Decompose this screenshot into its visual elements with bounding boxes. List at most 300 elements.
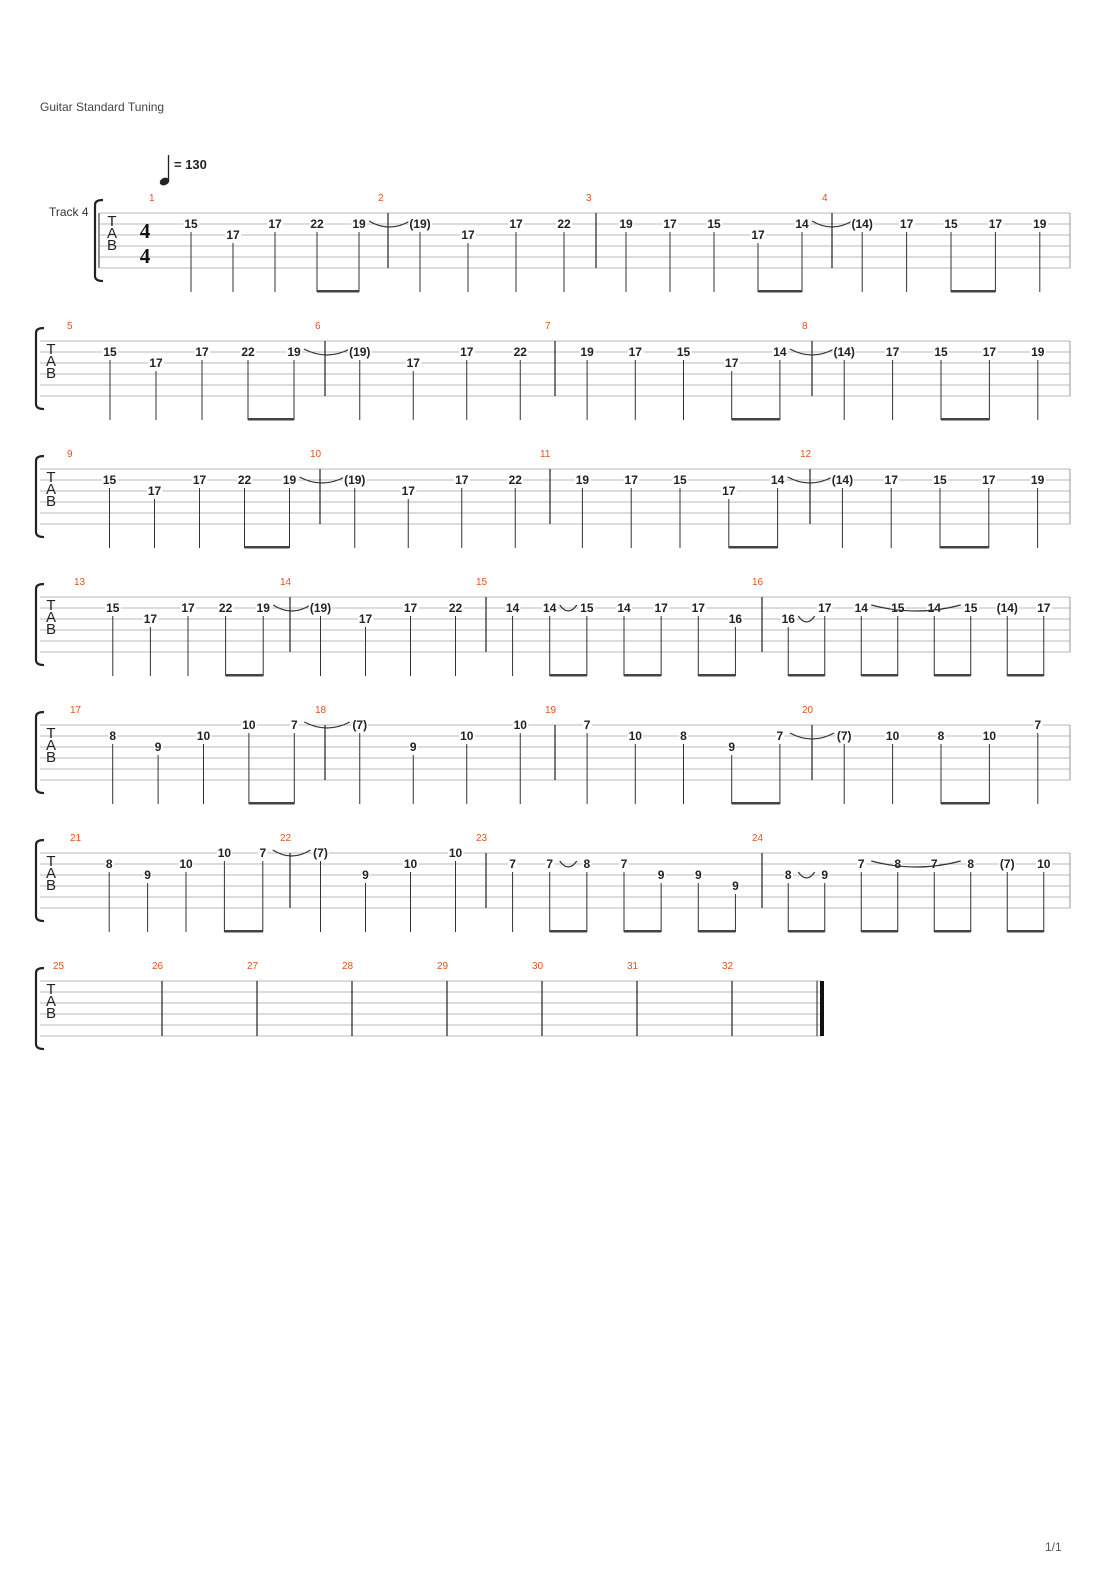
system-bracket <box>36 584 44 665</box>
eighth-beam <box>248 418 294 421</box>
tab-note <box>817 601 833 676</box>
fret-number: 7 <box>259 846 267 860</box>
tab-note <box>890 601 906 676</box>
tab-note <box>542 601 558 676</box>
tab-note <box>706 217 722 292</box>
fret-number: 17 <box>818 601 832 615</box>
fret-number: 15 <box>891 601 905 615</box>
fret-number: 17 <box>1037 601 1051 615</box>
tab-note <box>937 729 946 804</box>
fret-number: 8 <box>680 729 687 743</box>
measure-number: 19 <box>545 705 557 716</box>
tab-note <box>776 729 785 804</box>
fret-number: 15 <box>933 473 947 487</box>
measure-number: 17 <box>70 705 82 716</box>
tab-note <box>143 868 152 932</box>
tab-note <box>282 473 298 548</box>
tab-note <box>105 601 121 676</box>
tab-note <box>996 601 1019 676</box>
eighth-beam <box>788 930 825 933</box>
fret-number: (14) <box>996 601 1018 615</box>
tab-note <box>927 601 943 676</box>
measure-number: 20 <box>802 705 814 716</box>
tab-clef-letter: B <box>45 365 57 382</box>
tab-note <box>237 473 253 548</box>
tab-system <box>36 705 1070 805</box>
tab-note <box>454 473 470 548</box>
tab-note <box>148 356 164 420</box>
fret-number: 9 <box>732 879 739 893</box>
tab-clef-letter: B <box>45 1005 57 1022</box>
fret-number: 15 <box>964 601 978 615</box>
fret-number: 22 <box>448 601 463 615</box>
fret-number: 16 <box>781 612 795 626</box>
tab-note <box>508 217 524 292</box>
fret-number: 17 <box>143 612 158 626</box>
tab-note <box>628 345 644 420</box>
fret-number: (19) <box>409 217 431 231</box>
tab-system <box>95 193 1070 293</box>
tab-clef-letter: T <box>46 597 56 614</box>
tab-clef-letter: T <box>46 725 56 742</box>
fret-number: (19) <box>309 601 332 615</box>
tab-clef-letter: B <box>45 749 57 766</box>
fret-number: 10 <box>196 729 211 743</box>
tab-clef-letter: A <box>45 737 57 754</box>
fret-number: 19 <box>580 345 594 359</box>
system-bracket <box>36 456 44 537</box>
tab-note <box>999 857 1016 932</box>
measure-number: 18 <box>315 705 327 716</box>
tab-clef-letter: T <box>46 341 56 358</box>
fret-number: 19 <box>287 345 301 359</box>
tab-note <box>943 217 959 292</box>
eighth-beam <box>624 674 661 677</box>
tab-note <box>348 345 371 420</box>
tab-note <box>403 857 419 932</box>
fret-number: 8 <box>784 868 792 882</box>
fret-number: (7) <box>352 718 368 732</box>
tab-note <box>102 345 118 420</box>
eighth-beam <box>698 674 735 677</box>
tab-note <box>930 857 939 932</box>
fret-number: 17 <box>628 345 642 359</box>
tab-note <box>343 473 366 548</box>
fret-number: 17 <box>624 473 638 487</box>
fret-number: 7 <box>1034 718 1042 732</box>
fret-number: 10 <box>982 729 997 743</box>
tab-note <box>583 857 592 932</box>
fret-number: 9 <box>821 868 829 882</box>
fret-number: 19 <box>1031 345 1045 359</box>
fret-number: 14 <box>773 345 787 359</box>
measure-number: 27 <box>247 961 259 972</box>
tab-note <box>724 356 740 420</box>
tab-clef-letter: T <box>46 853 56 870</box>
tab-system <box>36 833 1070 933</box>
measure-number: 28 <box>342 961 354 972</box>
track-name: Track 4 <box>49 205 89 219</box>
tab-note <box>831 473 854 548</box>
eighth-beam <box>940 546 989 549</box>
tab-note <box>885 345 901 420</box>
eighth-beam <box>951 290 995 293</box>
eighth-beam <box>934 674 971 677</box>
tab-note <box>579 601 595 676</box>
tab-note <box>218 601 234 676</box>
time-signature-numerator: 4 <box>139 219 151 243</box>
eighth-beam <box>758 290 802 293</box>
eighth-beam <box>788 674 825 677</box>
tab-note <box>401 484 417 548</box>
eighth-beam <box>245 546 290 549</box>
fret-number: 7 <box>583 718 591 732</box>
measure-number: 26 <box>152 961 164 972</box>
fret-number: 17 <box>455 473 469 487</box>
fret-number: 17 <box>149 356 163 370</box>
eighth-beam <box>226 674 264 677</box>
measure-number: 6 <box>315 321 321 332</box>
tab-note <box>513 718 529 804</box>
tab-note <box>851 217 874 292</box>
tab-note <box>217 846 233 932</box>
eighth-beam <box>941 418 989 421</box>
tab-note <box>406 356 422 420</box>
tab-note <box>575 473 591 548</box>
page-number: 1/1 <box>1045 1540 1062 1554</box>
tab-clef-letter: A <box>45 353 57 370</box>
tab-note <box>505 601 521 676</box>
fret-number: 10 <box>242 718 256 732</box>
tab-note <box>784 868 793 932</box>
fret-number: 22 <box>218 601 233 615</box>
fret-number: 9 <box>657 868 665 882</box>
tab-note <box>731 879 740 932</box>
tab-note <box>981 473 997 548</box>
fret-number: 17 <box>195 345 209 359</box>
tab-note <box>192 473 208 548</box>
tab-note <box>556 217 572 292</box>
fret-number: 7 <box>290 718 298 732</box>
fret-number: 22 <box>508 473 522 487</box>
measure-number: 31 <box>627 961 639 972</box>
fret-number: 8 <box>109 729 117 743</box>
tab-note <box>312 846 329 932</box>
fret-number: 10 <box>179 857 193 871</box>
measure-number: 3 <box>586 193 592 204</box>
tab-note <box>691 601 707 676</box>
fret-number: 17 <box>226 228 240 242</box>
fret-number: 10 <box>885 729 900 743</box>
tab-note <box>624 473 640 548</box>
tab-note <box>982 345 998 420</box>
fret-number: 8 <box>937 729 945 743</box>
tab-note <box>309 601 332 676</box>
eighth-beam <box>941 802 989 805</box>
tab-note <box>256 601 272 676</box>
tab-note <box>794 217 810 292</box>
fret-number: 22 <box>241 345 255 359</box>
eighth-beam <box>861 930 898 933</box>
fret-number: 17 <box>509 217 523 231</box>
fret-number: (7) <box>999 857 1015 871</box>
tab-note <box>694 868 703 932</box>
tab-note <box>459 345 475 420</box>
fret-number: 17 <box>406 356 420 370</box>
tab-note <box>105 857 114 932</box>
fret-number: 7 <box>930 857 938 871</box>
tab-note <box>628 729 644 804</box>
tab-note <box>750 228 766 292</box>
fret-number: 10 <box>460 729 474 743</box>
fret-number: 10 <box>513 718 527 732</box>
tab-note <box>618 217 634 292</box>
tab-clef-letter: B <box>106 237 118 254</box>
fret-number: 15 <box>673 473 687 487</box>
measure-number: 29 <box>437 961 449 972</box>
tab-note <box>727 740 736 804</box>
tab-note <box>309 217 325 292</box>
tab-clef-letter: T <box>46 981 56 998</box>
fret-number: 10 <box>448 846 463 860</box>
fret-number: 8 <box>894 857 902 871</box>
tab-note <box>460 228 476 292</box>
fret-number: 10 <box>403 857 418 871</box>
tab-note <box>508 473 524 548</box>
eighth-beam <box>1007 930 1044 933</box>
tab-note <box>728 612 744 676</box>
tab-note <box>286 345 302 420</box>
tab-note <box>258 846 267 932</box>
fret-number: 9 <box>362 868 369 882</box>
measure-number: 21 <box>70 833 82 844</box>
tab-note <box>899 217 915 292</box>
fret-number: 17 <box>268 217 282 231</box>
fret-number: (14) <box>831 473 854 487</box>
fret-number: (14) <box>833 345 855 359</box>
tab-note <box>933 345 949 420</box>
measure-number: 25 <box>53 961 65 972</box>
measure-number: 32 <box>722 961 734 972</box>
tab-note <box>982 729 998 804</box>
fret-number: 22 <box>513 345 527 359</box>
fret-number: 17 <box>751 228 765 242</box>
fret-number: 7 <box>509 857 516 871</box>
measure-number: 1 <box>149 193 155 204</box>
tab-note <box>672 473 688 548</box>
fret-number: 16 <box>728 612 743 626</box>
fret-number: 15 <box>102 473 117 487</box>
fret-number: 15 <box>944 217 958 231</box>
fret-number: 17 <box>988 217 1003 231</box>
tab-system <box>36 321 1070 421</box>
fret-number: 14 <box>927 601 941 615</box>
tab-note <box>147 484 163 548</box>
fret-number: (7) <box>836 729 852 743</box>
fret-number: 17 <box>982 473 996 487</box>
fret-number: 14 <box>854 601 868 615</box>
tab-note <box>620 857 629 932</box>
measure-number: 30 <box>532 961 544 972</box>
tab-note <box>657 868 666 932</box>
tab-note <box>1032 217 1048 292</box>
tab-note <box>893 857 902 932</box>
fret-number: 22 <box>557 217 571 231</box>
fret-number: 19 <box>282 473 297 487</box>
tab-note <box>513 345 529 420</box>
fret-number: 7 <box>776 729 784 743</box>
fret-number: 19 <box>1033 217 1047 231</box>
tab-note <box>885 729 901 804</box>
fret-number: 8 <box>583 857 591 871</box>
eighth-beam <box>861 674 898 677</box>
tab-clef-letter: B <box>45 877 57 894</box>
eighth-beam <box>732 418 780 421</box>
tab-note <box>178 857 194 932</box>
fret-number: 14 <box>617 601 631 615</box>
tab-note <box>194 345 210 420</box>
fret-number: 9 <box>728 740 736 754</box>
tab-note <box>143 612 159 676</box>
tab-note <box>448 601 464 676</box>
fret-number: 10 <box>217 846 232 860</box>
fret-number: 9 <box>154 740 162 754</box>
fret-number: 14 <box>795 217 809 231</box>
tab-note <box>183 217 199 292</box>
fret-number: 17 <box>899 217 914 231</box>
eighth-beam <box>550 674 587 677</box>
eighth-beam <box>224 930 262 933</box>
tab-note <box>854 601 870 676</box>
tab-clef-letter: B <box>45 621 57 638</box>
fret-number: 9 <box>409 740 417 754</box>
tab-clef-letter: A <box>106 225 118 242</box>
fret-number: 8 <box>105 857 113 871</box>
system-bracket <box>36 968 44 1049</box>
tab-note <box>662 217 678 292</box>
fret-number: 17 <box>401 484 415 498</box>
tab-note <box>408 217 431 292</box>
fret-number: 9 <box>144 868 151 882</box>
tab-note <box>154 740 163 804</box>
tab-note <box>653 601 669 676</box>
fret-number: 7 <box>546 857 554 871</box>
measure-number: 5 <box>67 321 73 332</box>
fret-number: (7) <box>313 846 328 860</box>
measure-number: 4 <box>822 193 828 204</box>
tempo-value: = 130 <box>174 157 207 172</box>
tab-clef-letter: A <box>45 993 57 1010</box>
tab-note <box>409 740 418 804</box>
fret-number: 17 <box>654 601 668 615</box>
tab-note <box>963 601 979 676</box>
fret-number: 15 <box>707 217 721 231</box>
measure-number: 13 <box>74 577 86 588</box>
fret-number: 17 <box>460 345 474 359</box>
fret-number: 15 <box>103 345 117 359</box>
tab-note <box>403 601 419 676</box>
eighth-beam <box>624 930 661 933</box>
tab-note <box>988 217 1004 292</box>
tab-note <box>508 857 517 932</box>
fret-number: 15 <box>676 345 691 359</box>
fret-number: 19 <box>1030 473 1045 487</box>
fret-number: 19 <box>575 473 590 487</box>
fret-number: 17 <box>358 612 373 626</box>
tab-note <box>932 473 948 548</box>
fret-number: 17 <box>722 484 736 498</box>
tab-note <box>820 868 829 932</box>
tab-note <box>857 857 866 932</box>
system-bracket <box>36 328 44 409</box>
measure-number: 11 <box>540 449 551 460</box>
tab-clef-letter: T <box>46 469 56 486</box>
tab-note <box>781 612 797 676</box>
final-barline-thick <box>820 981 824 1036</box>
tab-note <box>676 345 692 420</box>
tab-note <box>966 857 975 932</box>
tab-note <box>679 729 688 804</box>
tab-note <box>351 217 367 292</box>
tab-note <box>351 718 368 804</box>
fret-number: 17 <box>192 473 207 487</box>
measure-number: 7 <box>545 321 551 332</box>
measure-number: 15 <box>476 577 488 588</box>
tab-note <box>196 729 212 804</box>
tab-note <box>1033 718 1042 804</box>
fret-number: 14 <box>505 601 520 615</box>
fret-number: 10 <box>628 729 642 743</box>
tab-note <box>836 729 853 804</box>
eighth-beam <box>732 802 780 805</box>
fret-number: 7 <box>857 857 865 871</box>
eighth-beam <box>1007 674 1044 677</box>
tab-note <box>884 473 900 548</box>
fret-number: (19) <box>349 345 371 359</box>
tab-system <box>36 577 1070 677</box>
fret-number: 10 <box>1037 857 1051 871</box>
eighth-beam <box>698 930 735 933</box>
fret-number: 15 <box>934 345 948 359</box>
fret-number: 17 <box>884 473 898 487</box>
fret-number: 19 <box>619 217 633 231</box>
tab-note <box>290 718 299 804</box>
measure-number: 23 <box>476 833 488 844</box>
tab-clef-letter: A <box>45 609 57 626</box>
tab-note <box>579 345 595 420</box>
tab-note <box>102 473 118 548</box>
fret-number: 17 <box>663 217 677 231</box>
fret-number: 15 <box>580 601 594 615</box>
measure-number: 9 <box>67 449 73 460</box>
tab-note <box>180 601 196 676</box>
tab-note <box>545 857 554 932</box>
tab-note <box>1030 473 1046 548</box>
measure-number: 14 <box>280 577 292 588</box>
fret-number: 19 <box>256 601 270 615</box>
tab-note <box>721 484 737 548</box>
tab-note <box>241 718 257 804</box>
fret-number: 17 <box>691 601 705 615</box>
tab-note <box>459 729 475 804</box>
tab-note <box>1030 345 1046 420</box>
tab-note <box>583 718 592 804</box>
measure-number: 12 <box>800 449 812 460</box>
tab-note <box>1036 601 1052 676</box>
measure-number: 22 <box>280 833 292 844</box>
tab-note <box>833 345 856 420</box>
fret-number: 8 <box>967 857 975 871</box>
